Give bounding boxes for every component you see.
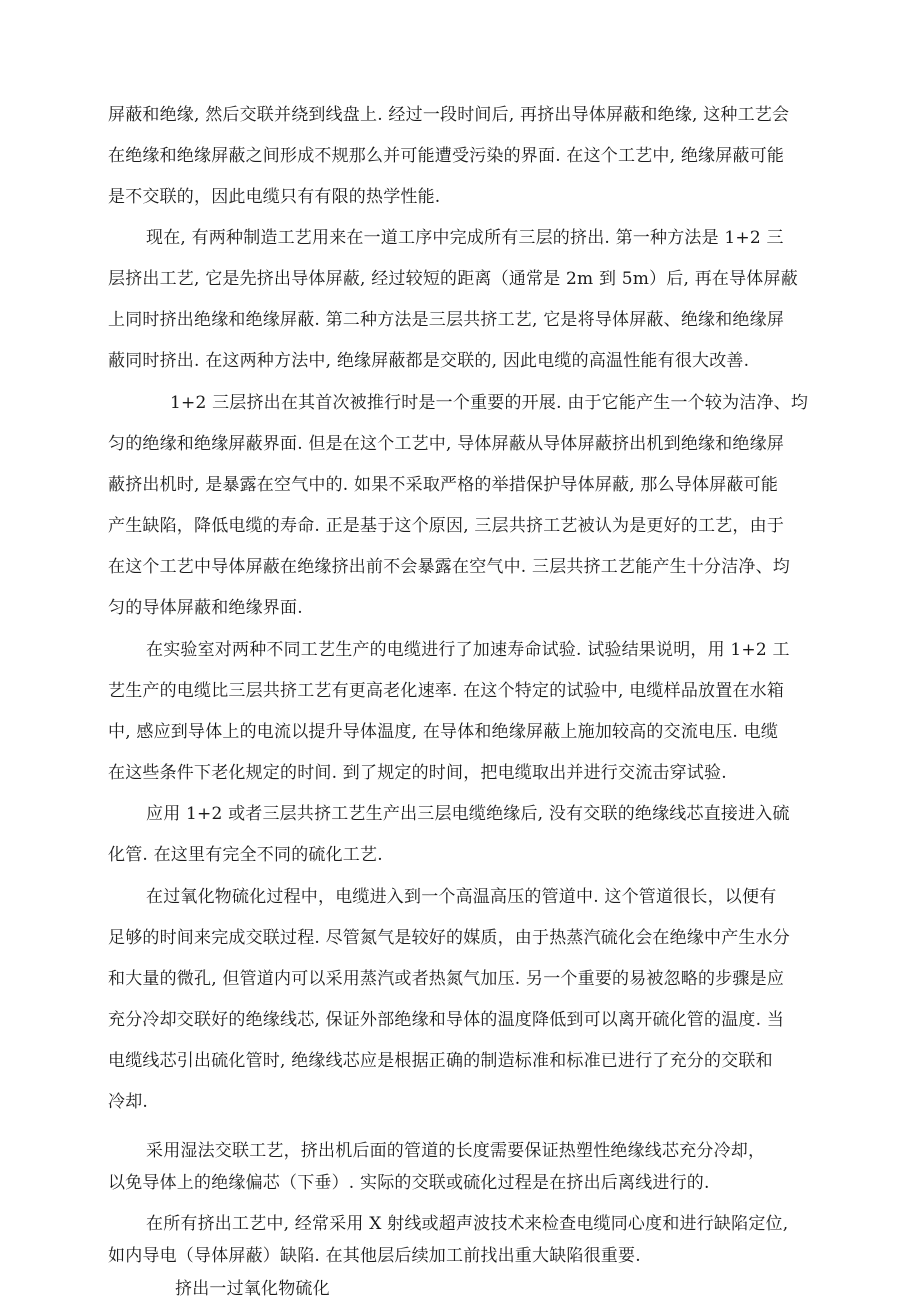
text-line: 是不交联的，因此电缆只有有限的热学性能. [108, 187, 441, 207]
text-line: 层挤出工艺, 它是先挤出导体屏蔽, 经过较短的距离（通常是 2m 到 5m）后, 再在导体屏蔽 [108, 269, 798, 289]
text-line: 挤出一过氧化物硫化 [175, 1279, 330, 1299]
text-line: 以免导体上的绝缘偏芯（下垂）. 实际的交联或硫化过程是在挤出后离线进行的. [108, 1173, 710, 1193]
text-line: 充分冷却交联好的绝缘线芯, 保证外部绝缘和导体的温度降低到可以离开硫化管的温度. 当 [108, 1010, 785, 1030]
text-line: 和大量的微孔, 但管道内可以采用蒸汽或者热氮气加压. 另一个重要的易被忽略的步骤是应 [108, 969, 785, 989]
text-line: 在这个工艺中导体屏蔽在绝缘挤出前不会暴露在空气中. 三层共挤工艺能产生十分洁净、均 [108, 557, 791, 577]
text-line: 化管. 在这里有完全不同的硫化工艺. [108, 845, 383, 865]
text-line: 在这些条件下老化规定的时间. 到了规定的时间，把电缆取出并进行交流击穿试验. [108, 763, 727, 783]
text-line: 在所有挤出工艺中, 经常采用 X 射线或超声波技术来检查电缆同心度和进行缺陷定位, [146, 1214, 789, 1234]
text-line: 蔽挤出机时, 是暴露在空气中的. 如果不采取严格的举措保护导体屏蔽, 那么导体屏蔽可能 [108, 475, 779, 495]
text-line: 在实验室对两种不同工艺生产的电缆进行了加速寿命试验. 试验结果说明，用 1+2 工 [146, 640, 790, 660]
text-line: 蔽同时挤出. 在这两种方法中, 绝缘屏蔽都是交联的, 因此电缆的高温性能有很大改善. [108, 351, 750, 371]
text-line: 1+2 三层挤出在其首次被推行时是一个重要的开展. 由于它能产生一个较为洁净、均 [170, 393, 809, 413]
text-line: 中, 感应到导体上的电流以提升导体温度, 在导体和绝缘屏蔽上施加较高的交流电压. 电缆 [108, 722, 779, 742]
text-line: 艺生产的电缆比三层共挤工艺有更高老化速率. 在这个特定的试验中, 电缆样品放置在水箱 [108, 681, 785, 701]
text-line: 匀的绝缘和绝缘屏蔽界面. 但是在这个工艺中, 导体屏蔽从导体屏蔽挤出机到绝缘和绝缘屏 [108, 434, 785, 454]
text-line: 足够的时间来完成交联过程. 尽管氮气是较好的媒质，由于热蒸汽硫化会在绝缘中产生水分 [108, 928, 791, 948]
text-line: 如内导电（导体屏蔽）缺陷. 在其他层后续加工前找出重大缺陷很重要. [108, 1246, 641, 1266]
text-line: 屏蔽和绝缘, 然后交联并绕到线盘上. 经过一段时间后, 再挤出导体屏蔽和绝缘, 这种工艺会 [108, 105, 790, 125]
text-line: 产生缺陷，降低电缆的寿命. 正是基于这个原因, 三层共挤工艺被认为是更好的工艺，由于 [108, 516, 785, 536]
text-line: 电缆线芯引出硫化管时, 绝缘线芯应是根据正确的制造标准和标准已进行了充分的交联和 [108, 1051, 773, 1071]
text-line: 匀的导体屏蔽和绝缘界面. [108, 598, 303, 618]
text-line: 在绝缘和绝缘屏蔽之间形成不规那么并可能遭受污染的界面. 在这个工艺中, 绝缘屏蔽可能 [108, 146, 785, 166]
text-line: 上同时挤出绝缘和绝缘屏蔽. 第二种方法是三层共挤工艺, 它是将导体屏蔽、绝缘和绝缘屏 [108, 310, 785, 330]
text-line: 在过氧化物硫化过程中，电缆进入到一个高温高压的管道中. 这个管道很长，以便有 [146, 887, 777, 907]
text-line: 应用 1+2 或者三层共挤工艺生产出三层电缆绝缘后, 没有交联的绝缘线芯直接进入硫 [146, 804, 790, 824]
text-line: 冷却. [108, 1092, 149, 1112]
text-line: 现在, 有两种制造工艺用来在一道工序中完成所有三层的挤出. 第一种方法是 1+2 三 [146, 228, 784, 248]
text-line: 采用湿法交联工艺，挤出机后面的管道的长度需要保证热塑性绝缘线芯充分冷却， [146, 1141, 766, 1161]
